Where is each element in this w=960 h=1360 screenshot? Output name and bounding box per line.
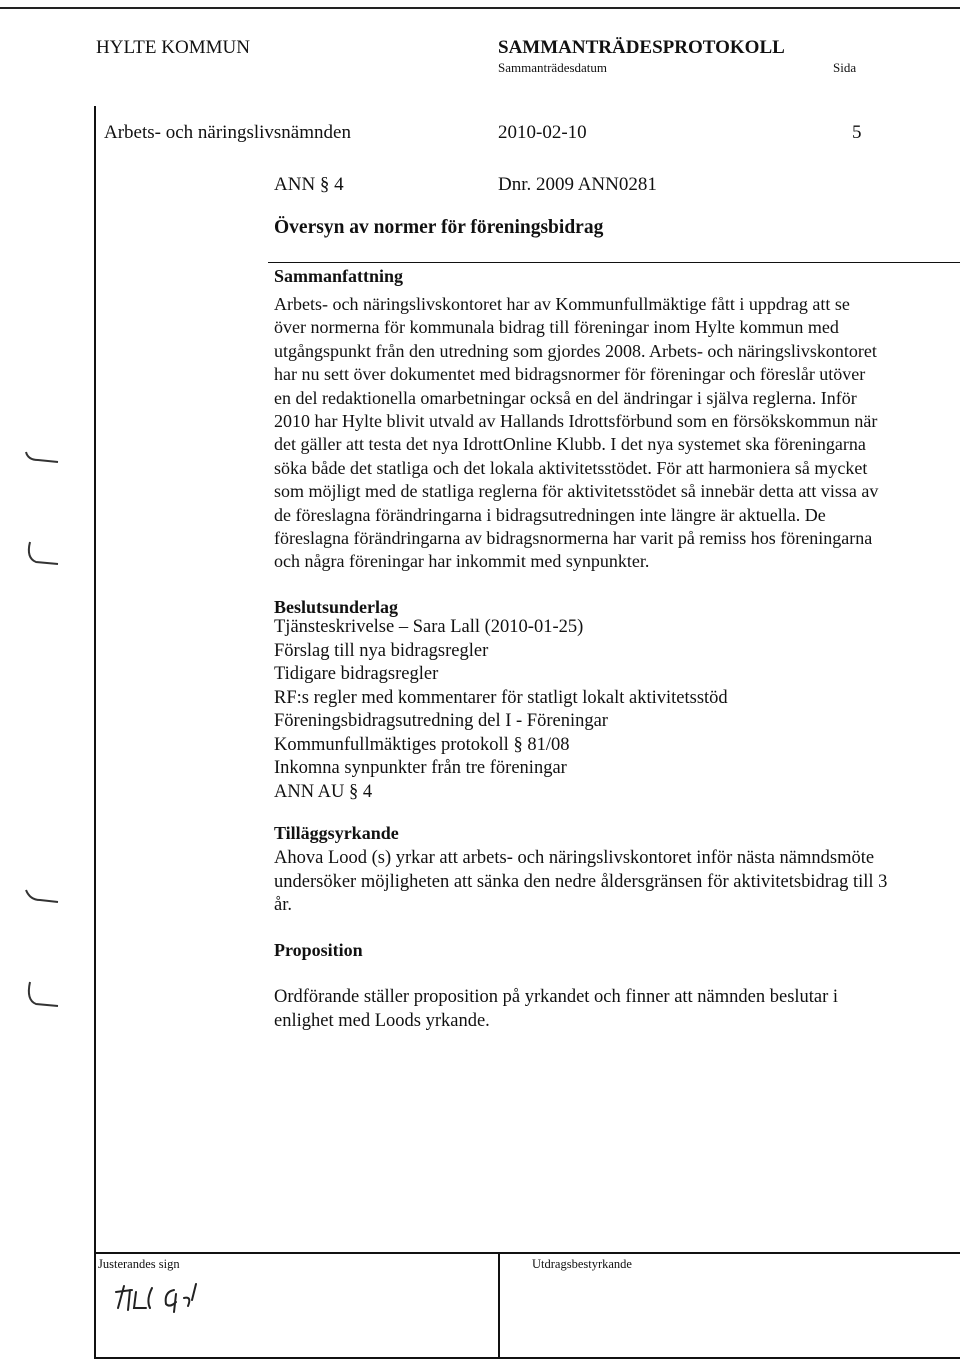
footer-bottom-line	[94, 1357, 960, 1359]
summary-line: och några föreningar har inkommit med synpunkter.	[274, 551, 650, 572]
margin-mark	[24, 980, 64, 1010]
basis-list	[274, 616, 954, 804]
diary-number: Dnr. 2009 ANN0281	[498, 174, 657, 195]
page-number: 5	[852, 122, 862, 143]
municipality-name: HYLTE KOMMUN	[96, 37, 250, 58]
summary-line: utgångspunkt från den utredning som gjordes 2008. Arbets- och näringslivskontoret	[274, 340, 877, 361]
page-label: Sida	[833, 60, 857, 75]
extract-certification-label: Utdragsbestyrkande	[532, 1257, 632, 1271]
summary-line: de föreslagna förändringarna i bidragsutredningen inte längre är aktuella. De	[274, 504, 826, 525]
signature-initials	[112, 1278, 242, 1318]
summary-line: söka både det statliga och det lokala aktivitetsstödet. För att harmoniera så mycket	[274, 457, 868, 478]
amendment-line: år.	[274, 895, 292, 915]
margin-mark	[24, 540, 64, 570]
summary-line: har nu sett över dokumentet med bidragsnormer för föreningar och föreslår utöver	[274, 364, 866, 385]
proposition-line: enlighet med Loods yrkande.	[274, 1010, 490, 1031]
amendment-paragraph	[274, 847, 954, 918]
margin-mark	[24, 448, 64, 468]
proposition-heading: Proposition	[274, 940, 363, 960]
meeting-date: 2010-02-10	[498, 122, 587, 143]
summary-line: över normerna för kommunala bidrag till föreningar inom Hylte kommun med	[274, 317, 839, 338]
case-title: Översyn av normer för föreningsbidrag	[274, 217, 604, 238]
basis-item: Förslag till nya bidragsregler	[274, 640, 489, 661]
basis-item: Föreningsbidragsutredning del I - Föreningar	[274, 711, 608, 731]
summary-paragraph	[274, 293, 954, 574]
amendment-line: undersöker möjligheten att sänka den nedre åldersgränsen för aktivitetsbidrag till 3	[274, 871, 888, 892]
document-type: SAMMANTRÄDESPROTOKOLL	[498, 37, 785, 58]
sign-label: Justerandes sign	[98, 1257, 180, 1271]
basis-item: Tidigare bidragsregler	[274, 664, 439, 684]
summary-line: en del redaktionella omarbetningar också en del ändringar i själva reglerna. Inför	[274, 387, 857, 408]
top-border-line	[0, 7, 960, 9]
basis-heading: Beslutsunderlag	[274, 597, 399, 617]
committee-name: Arbets- och näringslivsnämnden	[104, 122, 351, 143]
footer-divider	[498, 1252, 500, 1358]
amendment-line: Ahova Lood (s) yrkar att arbets- och näringslivskontoret inför nästa nämndsmöte	[274, 848, 875, 868]
basis-item: Inkomna synpunkter från tre föreningar	[274, 758, 567, 778]
footer-top-line	[94, 1252, 960, 1254]
left-margin-line	[94, 106, 96, 1359]
amendment-heading: Tilläggsyrkande	[274, 823, 399, 843]
summary-line: som möjligt med de statliga reglerna för aktivitetsstödet så innebär detta att vissa av	[274, 481, 879, 502]
basis-item: Kommunfullmäktiges protokoll § 81/08	[274, 734, 570, 755]
case-number: ANN § 4	[274, 174, 344, 195]
summary-line: 2010 har Hylte blivit utvald av Hallands Idrottsförbund som en försökskommun när	[274, 411, 878, 432]
proposition-paragraph	[274, 986, 954, 1033]
meeting-date-label: Sammanträdesdatum	[498, 60, 608, 75]
section-divider	[268, 262, 960, 263]
basis-item: ANN AU § 4	[274, 781, 373, 802]
summary-heading: Sammanfattning	[274, 266, 404, 286]
summary-line: Arbets- och näringslivskontoret har av Kommunfullmäktige fått i uppdrag att se	[274, 294, 850, 314]
margin-mark	[24, 886, 64, 908]
summary-line: det gäller att testa det nya IdrottOnline Klubb. I det nya systemet ska föreningarna	[274, 434, 866, 455]
summary-line: föreslagna förändringarna av bidragsnormerna har varit på remiss hos föreningarna	[274, 528, 873, 549]
basis-item: Tjänsteskrivelse – Sara Lall (2010-01-25)	[274, 617, 584, 637]
proposition-line: Ordförande ställer proposition på yrkandet och finner att nämnden beslutar i	[274, 987, 839, 1007]
basis-item: RF:s regler med kommentarer för statligt lokalt aktivitetsstöd	[274, 687, 728, 708]
